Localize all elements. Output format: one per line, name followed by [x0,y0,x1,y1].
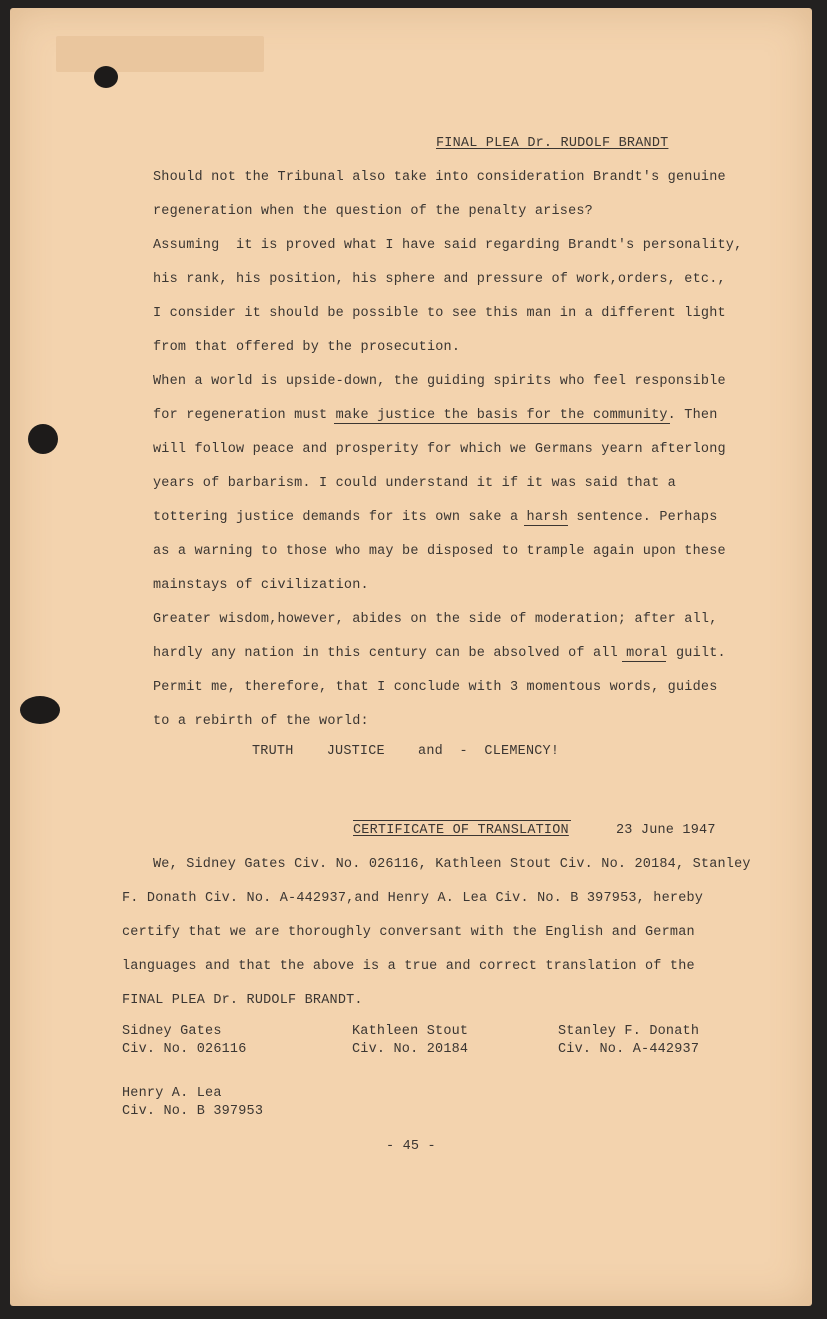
underline-moral [622,661,666,662]
signature-name: Henry A. Lea [122,1086,222,1101]
plea-line: mainstays of civilization. [153,578,369,593]
certificate-rule [353,820,571,821]
certificate-date: 23 June 1947 [616,823,716,838]
signature-name: Stanley F. Donath [558,1024,700,1039]
plea-line: I consider it should be possible to see this man in a different light [153,306,726,321]
plea-line: When a world is upside-down, the guiding spirits who feel responsible [153,374,726,389]
signature-name: Sidney Gates [122,1024,222,1039]
certificate-heading: CERTIFICATE OF TRANSLATION [353,823,569,838]
plea-line: will follow peace and prosperity for which we Germans yearn afterlong [153,442,726,457]
signature-civ: Civ. No. B 397953 [122,1104,264,1119]
certificate-line: We, Sidney Gates Civ. No. 026116, Kathleen Stout Civ. No. 20184, Stanley [153,857,751,872]
punch-hole [20,696,60,724]
signature-civ: Civ. No. 20184 [352,1042,469,1057]
certificate-line: F. Donath Civ. No. A-442937,and Henry A. Lea Civ. No. B 397953, hereby [122,891,704,906]
plea-line: Should not the Tribunal also take into consideration Brandt's genuine [153,170,726,185]
certificate-line: certify that we are thoroughly conversant with the English and German [122,925,695,940]
plea-line: tottering justice demands for its own sake a harsh sentence. Perhaps [153,510,718,525]
plea-line: his rank, his position, his sphere and pressure of work,orders, etc., [153,272,726,287]
underline-justice-phrase [334,423,670,424]
punch-hole [28,424,58,454]
tape-strip [56,36,264,72]
underline-harsh [524,525,568,526]
plea-line: as a warning to those who may be disposed to trample again upon these [153,544,726,559]
plea-line: Assuming it is proved what I have said regarding Brandt's personality, [153,238,743,253]
document-page [10,8,812,1306]
punch-hole [94,66,118,88]
plea-line: years of barbarism. I could understand it if it was said that a [153,476,676,491]
plea-line: for regeneration must make justice the basis for the community. Then [153,408,718,423]
plea-line: to a rebirth of the world: [153,714,369,729]
plea-line: from that offered by the prosecution. [153,340,461,355]
plea-line: Permit me, therefore, that I conclude with 3 momentous words, guides [153,680,718,695]
page-number: - 45 - [386,1139,436,1154]
signature-civ: Civ. No. A-442937 [558,1042,700,1057]
certificate-line: languages and that the above is a true and correct translation of the [122,959,695,974]
certificate-line: FINAL PLEA Dr. RUDOLF BRANDT. [122,993,363,1008]
closing-words: TRUTH JUSTICE and - CLEMENCY! [252,744,560,759]
document-title: FINAL PLEA Dr. RUDOLF BRANDT [436,136,669,151]
plea-line: regeneration when the question of the penalty arises? [153,204,593,219]
plea-line: Greater wisdom,however, abides on the side of moderation; after all, [153,612,718,627]
plea-line: hardly any nation in this century can be absolved of all moral guilt. [153,646,726,661]
signature-name: Kathleen Stout [352,1024,469,1039]
signature-civ: Civ. No. 026116 [122,1042,247,1057]
